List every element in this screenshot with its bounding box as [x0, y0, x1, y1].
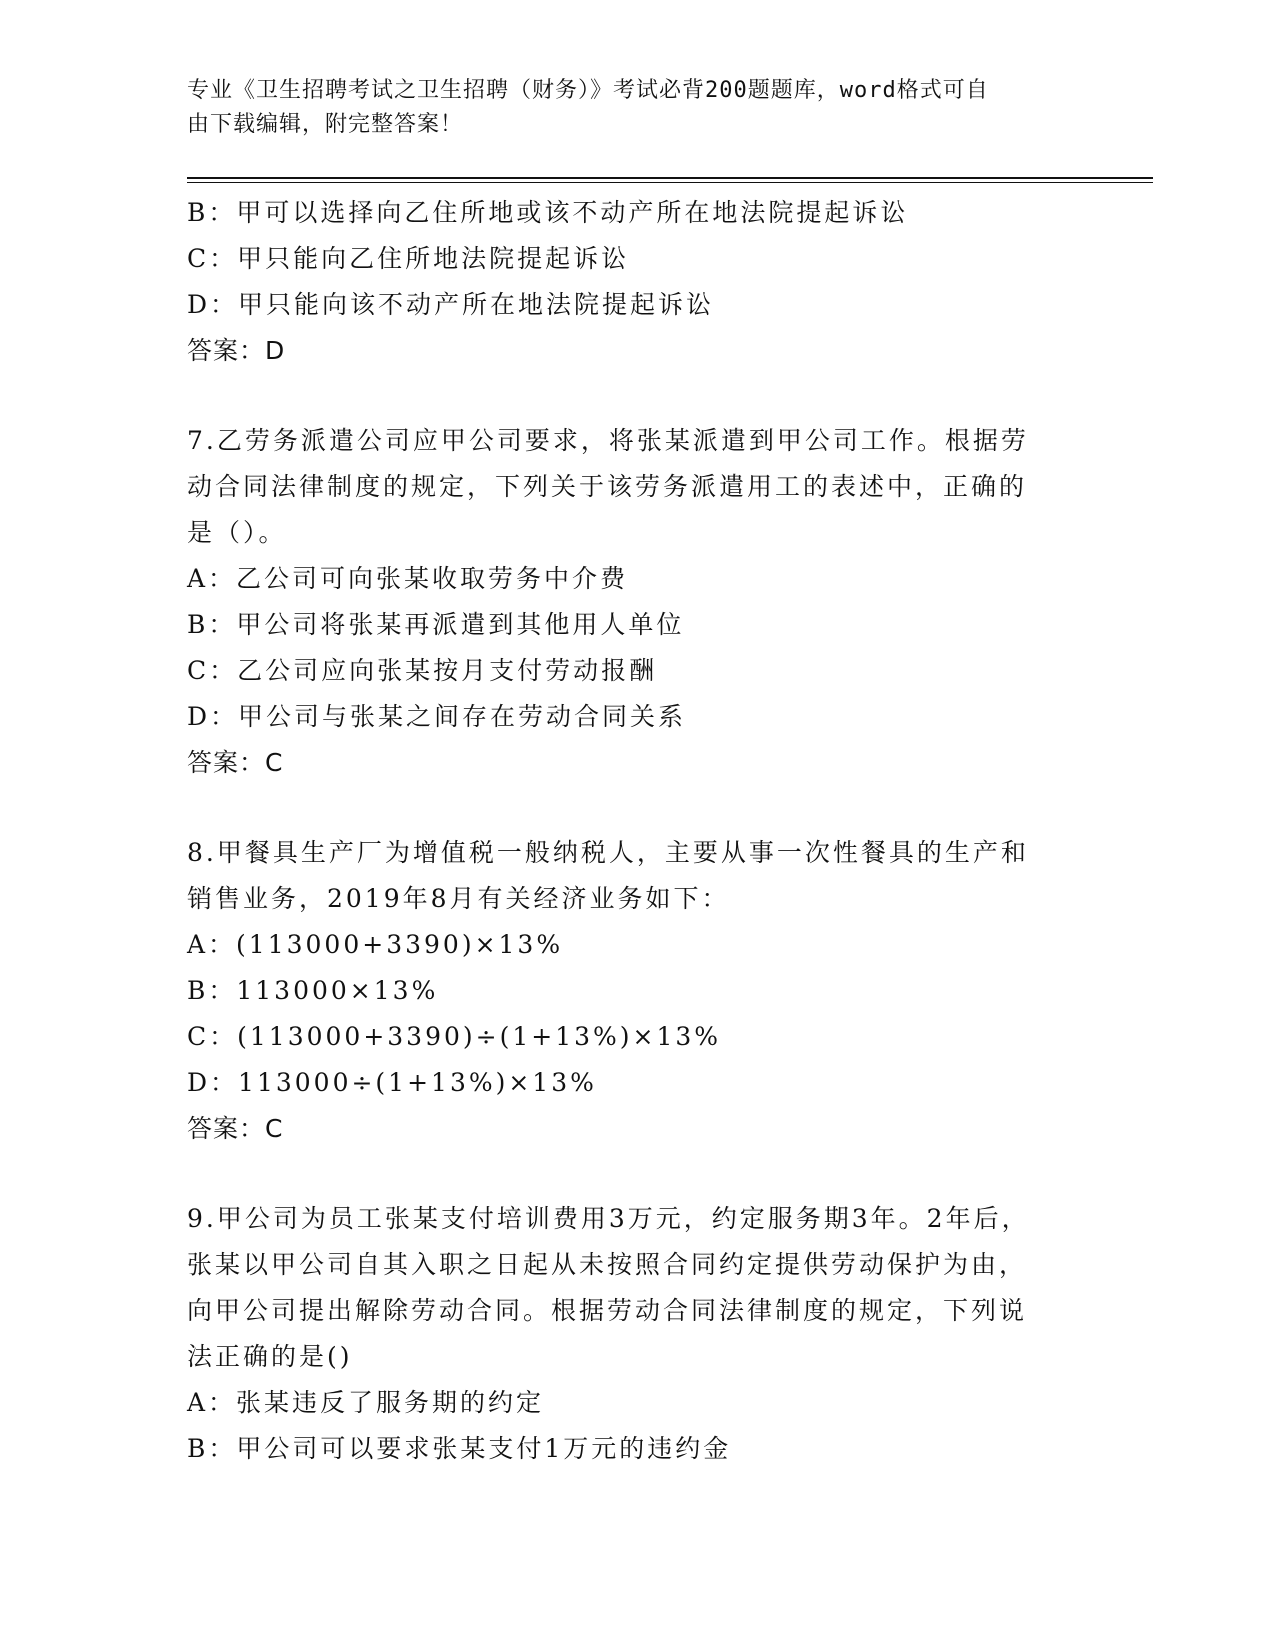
- header-rule-thin: [187, 182, 1153, 183]
- question-8: [187, 830, 1067, 1152]
- header-line-2: 由下载编辑，附完整答案！: [187, 112, 464, 137]
- option-c: C：甲只能向乙住所地法院提起诉讼: [187, 244, 630, 273]
- option-b: B：甲公司可以要求张某支付1万元的违约金: [187, 1434, 732, 1463]
- spacer: [187, 786, 1067, 830]
- stem-line: 是（）。: [187, 518, 287, 547]
- question-stem: [187, 830, 1067, 922]
- option-c: C：(113000+3390)÷(1+13%)×13%: [187, 1022, 722, 1051]
- question-9: [187, 1196, 1067, 1472]
- answer-line: 答案：C: [187, 748, 284, 777]
- option-a: A：乙公司可向张某收取劳务中介费: [187, 564, 629, 593]
- spacer: [187, 1152, 1067, 1196]
- question-continued: [187, 190, 1067, 374]
- header-rule-thick: [187, 177, 1153, 179]
- spacer: [187, 374, 1067, 418]
- document-body: [187, 190, 1067, 1472]
- stem-line: 8.甲餐具生产厂为增值税一般纳税人，主要从事一次性餐具的生产和: [187, 838, 1029, 867]
- stem-line: 向甲公司提出解除劳动合同。根据劳动合同法律制度的规定，下列说: [187, 1296, 1028, 1325]
- stem-line: 动合同法律制度的规定，下列关于该劳务派遣用工的表述中，正确的: [187, 472, 1028, 501]
- stem-line: 销售业务，2019年8月有关经济业务如下：: [187, 884, 730, 913]
- answer-line: 答案：C: [187, 1114, 284, 1143]
- question-stem: [187, 418, 1067, 556]
- question-stem: [187, 1196, 1067, 1380]
- option-b: B：113000×13%: [187, 976, 439, 1005]
- option-d: D：甲公司与张某之间存在劳动合同关系: [187, 702, 687, 731]
- header-line-1: 专业《卫生招聘考试之卫生招聘（财务）》考试必背200题题库，word格式可自: [187, 78, 989, 103]
- question-7: [187, 418, 1067, 786]
- option-d: D：113000÷(1+13%)×13%: [187, 1068, 597, 1097]
- option-c: C：乙公司应向张某按月支付劳动报酬: [187, 656, 658, 685]
- option-a: A：(113000+3390)×13%: [187, 930, 564, 959]
- document-header: [187, 74, 1067, 142]
- stem-line: 法正确的是(): [187, 1342, 353, 1371]
- option-b: B：甲可以选择向乙住所地或该不动产所在地法院提起诉讼: [187, 198, 909, 227]
- stem-line: 9.甲公司为员工张某支付培训费用3万元，约定服务期3年。2年后，: [187, 1204, 1030, 1233]
- stem-line: 张某以甲公司自其入职之日起从未按照合同约定提供劳动保护为由，: [187, 1250, 1028, 1279]
- option-a: A：张某违反了服务期的约定: [187, 1388, 545, 1417]
- option-d: D：甲只能向该不动产所在地法院提起诉讼: [187, 290, 715, 319]
- answer-line: 答案：D: [187, 336, 286, 365]
- option-b: B：甲公司将张某再派遣到其他用人单位: [187, 610, 685, 639]
- stem-line: 7.乙劳务派遣公司应甲公司要求，将张某派遣到甲公司工作。根据劳: [187, 426, 1029, 455]
